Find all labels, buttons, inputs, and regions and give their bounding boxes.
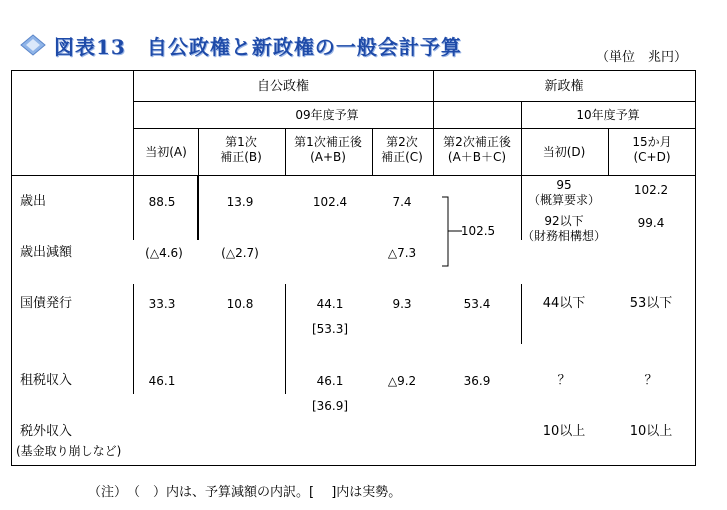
cell-kokusai-cd: 53以下 [629, 296, 673, 311]
cell-zeigai-cd: 10以上 [629, 424, 673, 439]
cell-kokusai-ab: 44.1 [316, 297, 344, 311]
unit-label: （単位 兆円） [596, 50, 688, 65]
cell-saishutsu-c: 7.4 [392, 195, 412, 209]
header-col-cd: 15か月 (C+D) [632, 135, 672, 164]
row-label-sozei: 租税収入 [20, 373, 73, 388]
cell-kokusai-b: 10.8 [226, 297, 254, 311]
cell-sozei-c: △9.2 [387, 374, 417, 388]
cell-kokusai-ab-actual: [53.3] [311, 322, 349, 336]
cell-gengaku-b: (△2.7) [221, 246, 259, 260]
cell-kokusai-a: 33.3 [148, 297, 176, 311]
cell-zeigai-d: 10以上 [542, 424, 586, 439]
header-col-a: 当初(A) [145, 145, 187, 159]
cell-sozei-a: 46.1 [148, 374, 176, 388]
header-fy10: 10年度予算 [576, 108, 640, 122]
cell-sozei-ab-actual: [36.9] [311, 399, 349, 413]
cell-gengaku-cd: 99.4 [637, 216, 665, 230]
header-col-d: 当初(D) [542, 145, 586, 159]
row-label-saishutsu: 歳出 [20, 194, 47, 209]
header-col-abc: 第2次補正後 (A＋B＋C) [443, 135, 511, 164]
cell-sozei-ab: 46.1 [316, 374, 344, 388]
title-text: 図表13 自公政権と新政権の一般会計予算 [54, 34, 462, 59]
cell-gengaku-d: 92以下 （財務相構想） [521, 214, 607, 243]
cell-saishutsu-d: 95 （概算要求） [527, 178, 601, 207]
header-shin: 新政権 [544, 79, 584, 94]
row-label-zeigai: 税外収入 [20, 424, 73, 439]
cell-kokusai-c: 9.3 [392, 297, 412, 311]
cell-sozei-d: ？ [557, 373, 571, 388]
cell-bracket-abc: 102.5 [460, 224, 496, 238]
cell-sozei-cd: ？ [644, 373, 658, 388]
footnote: （注） （ ）内は、予算減額の内訳。[ ]内は実勢。 [88, 485, 402, 500]
row-label-gengaku: 歳出減額 [20, 245, 73, 260]
cell-gengaku-a: (△4.6) [145, 246, 183, 260]
cell-saishutsu-b: 13.9 [226, 195, 254, 209]
header-jiko: 自公政権 [256, 79, 310, 94]
cell-kokusai-abc: 53.4 [463, 297, 491, 311]
cell-sozei-abc: 36.9 [463, 374, 491, 388]
cell-saishutsu-ab: 102.4 [312, 195, 348, 209]
cell-saishutsu-a: 88.5 [148, 195, 176, 209]
figure-title [20, 30, 462, 60]
header-col-b: 第1次 補正(B) [220, 135, 262, 164]
cell-saishutsu-cd: 102.2 [633, 183, 669, 197]
header-fy09: 09年度予算 [295, 108, 359, 122]
cell-kokusai-d: 44以下 [542, 296, 586, 311]
diamond-bullet-icon [20, 34, 46, 56]
row-label-kokusai: 国債発行 [20, 296, 73, 311]
header-col-c: 第2次 補正(C) [381, 135, 423, 164]
row-sublabel-zeigai: (基金取り崩しなど) [16, 444, 122, 458]
header-col-ab: 第1次補正後 (A+B) [294, 135, 362, 164]
cell-gengaku-c: △7.3 [387, 246, 417, 260]
